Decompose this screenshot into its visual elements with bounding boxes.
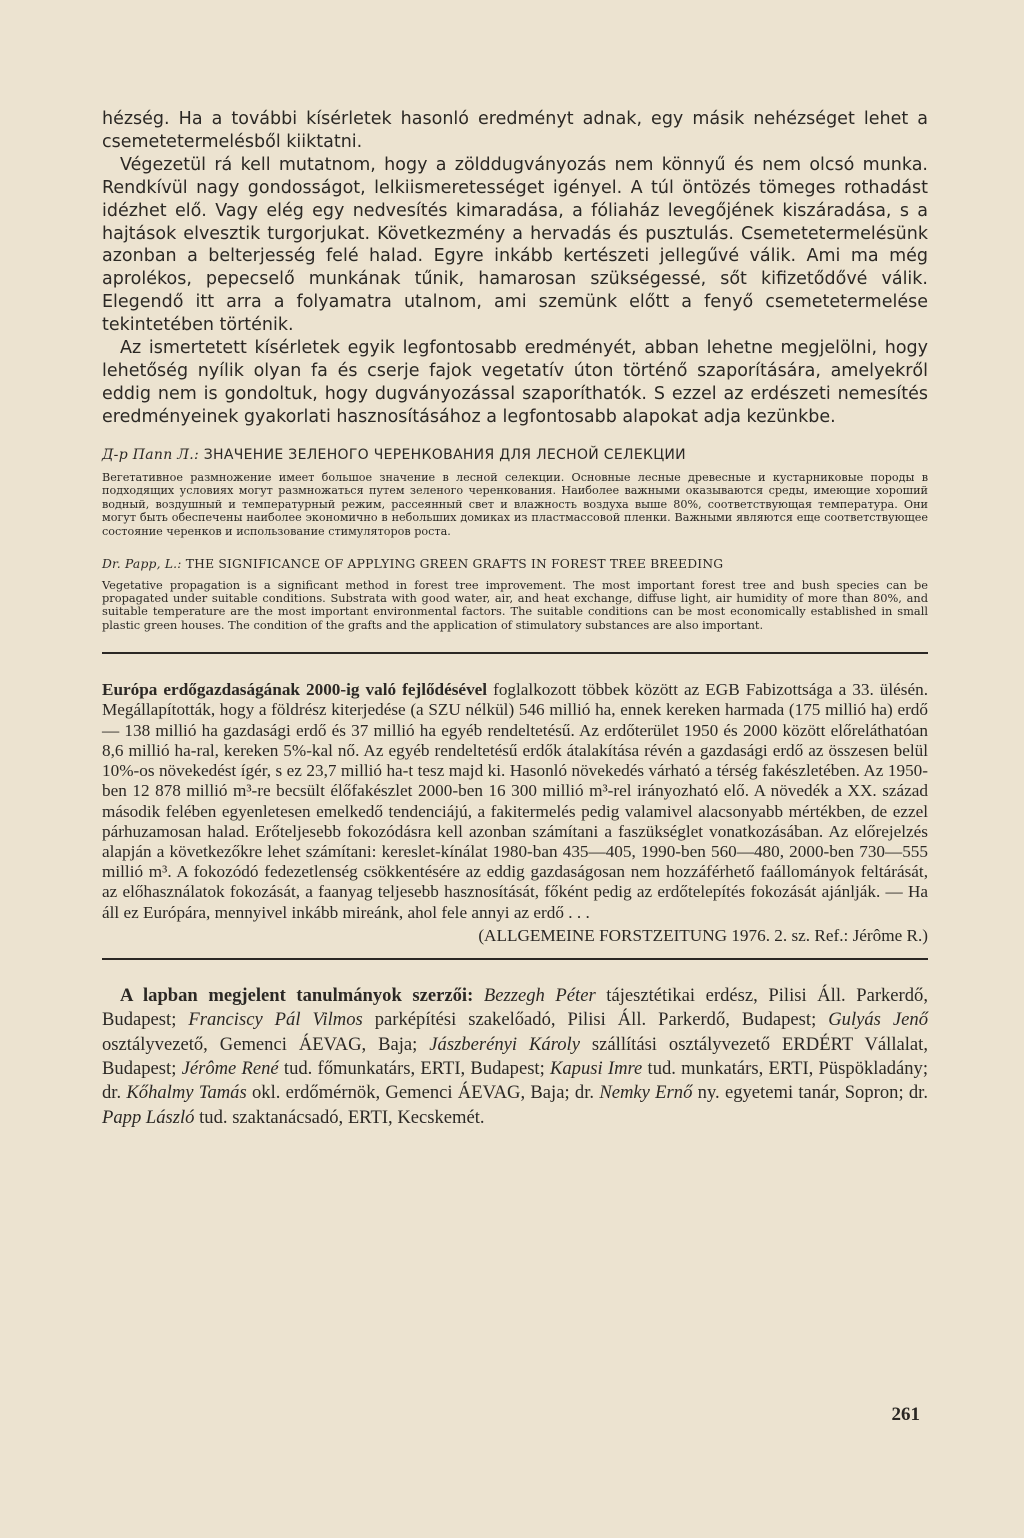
authors-paragraph (102, 984, 928, 1130)
summary-en-author: Dr. Papp, L.: (102, 556, 182, 571)
author-name: Jérôme René (181, 1057, 279, 1079)
author-name: Franciscy Pál Vilmos (188, 1009, 363, 1031)
news-lead: Európa erdőgazdaságának 2000-ig való fejlődésével (102, 680, 488, 700)
summary-en-heading (102, 557, 928, 571)
page-number: 261 (891, 1404, 920, 1425)
article-paragraph-3: Az ismertetett kísérletek egyik legfontosabb eredményét, abban lehetne megjelölni, hogy lehetőség nyílik olyan fa és cserje fajok vegetatív úton történő szaporítására, amelyekről eddig nem is gondoltuk, hogy dugványozással szaporíthatók. S ezzel az erdészeti nemesítés eredményeinek gyakorlati hasznosításához a legfontosabb alapokat adja kezünkbe. (102, 338, 928, 427)
summary-ru-text: Вегетативное размножение имеет большое значение в лесной селекции. Основные лесные древесные и кустарниковые породы в подходящих условиях могут размножаться путем зеленого черенкования. Наиболее важными оказываются среды, имеющие хороший водный, воздушный и температурный режим, рассеянный свет и влажность воздуха выше 80%, соответствующая температура. Они могут быть обеспечены наиболее экономично в небольших домиках из пластмассовой пленки. Важными являются еще соответствующее состояние черенков и использование стимуляторов роста. (102, 470, 928, 539)
summary-ru-heading (102, 447, 928, 463)
author-description: tud. főmunkatárs, ERTI, Budapest; (278, 1057, 550, 1079)
author-description: szállítási osztályvezető ERDÉRT Vállalat, Budapest; (102, 1033, 928, 1079)
author-name: Nemky Ernő (599, 1082, 693, 1104)
author-name: Papp László (102, 1106, 195, 1128)
author-name: Gulyás Jenő (828, 1009, 928, 1031)
author-description: tájesztétikai erdész, Pilisi Áll. Parkerdő, Budapest; (102, 984, 928, 1031)
article-paragraph-1: hézség. Ha a további kísérletek hasonló eredményt adnak, egy másik nehézséget lehet a csemetetermelésből kiiktatni. (102, 109, 928, 152)
author-name: Bezzegh Péter (483, 984, 596, 1006)
divider-line (102, 958, 928, 960)
summary-ru-author: Д-р Папп Л.: (102, 446, 200, 463)
author-description: parképítési szakelőadó, Pilisi Áll. Parkerdő, Budapest; (362, 1009, 829, 1031)
author-description: okl. erdőmérnök, Gemenci ÁEVAG, Baja; dr. (246, 1082, 600, 1104)
news-text: foglalkozott többek között az EGB Fabizottsága a 33. ülésén. Megállapították, hogy a földrész kiterjedése (a SZU nélkül) 546 millió ha, ennek kereken harmada (175 millió ha) erdő — 138 millió ha gazdasági erdő és 37 millió ha egyéb rendeltetésű. Az erdőterület 1950 és 2000 között előreláthatóan 8,6 millió ha-ral, kereken 5%-kal nő. Az egyéb rendeltetésű erdők átalakítása révén a gazdasági erdő az összesen belül 10%-os növekedést ígér, s ez 23,7 millió ha-t tesz majd ki. Hasonló növekedés várható a térség fakészletében. Az 1950-ben 12 878 millió m³-re becsült élőfakészlet 2000-ben 16 300 millió m³-rel irányozható elő. A növedék a XX. század második felében egyenletesen emelkedő tendenciájú, a fakitermelés pedig valamivel alacsonyabb mértékben, de ezzel párhuzamosan halad. Erőteljesebb fokozódásra kell azonban számítani a faszükséglet vonatkozásában. Az előrejelzés alapján a következőkre lehet számítani: kereslet-kínálat 1980-ban 435—405, 1990-ben 560—480, 2000-ben 730—555 millió m³. A fokozódó fedezetlenség csökkentésére az eddig gazdaságosan nem hozzáférhető faállományok feltárását, az előhasználatok fokozását, a faanyag teljesebb hasznosítását, főként pedig az erdőtelepítés fokozását ajánlják. — Ha áll ez Európára, mennyivel inkább mireánk, ahol fele annyi az erdő . . . (102, 680, 928, 922)
author-name: Jászberényi Károly (429, 1033, 580, 1055)
author-description: ny. egyetemi tanár, Sopron; dr. (692, 1082, 928, 1104)
author-name: Kőhalmy Tamás (126, 1082, 247, 1104)
summary-en-title: THE SIGNIFICANCE OF APPLYING GREEN GRAFTS IN FOREST TREE BREEDING (185, 556, 724, 571)
author-description: tud. szaktanácsadó, ERTI, Kecskemét. (194, 1106, 485, 1128)
news-reference: (ALLGEMEINE FORSTZEITUNG 1976. 2. sz. Ref.: Jérôme R.) (478, 925, 928, 945)
article-paragraph-2: Végezetül rá kell mutatnom, hogy a zölddugványozás nem könnyű és nem olcsó munka. Rendkívül nagy gondosságot, lelkiismeretességet igényel. A túl öntözés tömeges rothadást idézhet elő. Vagy elég egy nedvesítés kimaradása, a fóliaház levegőjének kiszáradása, s a hajtások elvesztik turgorjukat. Következmény a hervadás és pusztulás. Csemetetermelésünk azonban a belterjesség felé halad. Egyre inkább kertészeti jellegűvé válik. Ami ma még aprolékos, pepecselő munkának tűnik, hamarosan szükségessé, sőt kifizetődővé válik. Elegendő itt arra a folyamatra utalnom, ami szemünk előtt a fenyő csemetetermelése tekintetében történik. (102, 154, 928, 336)
news-paragraph (102, 680, 928, 922)
page-content (102, 108, 928, 1130)
authors-list (102, 985, 928, 1128)
divider-line (102, 652, 928, 654)
author-description: tud. munkatárs, ERTI, Püspökladány; dr. (102, 1057, 929, 1104)
author-description: osztályvezető, Gemenci ÁEVAG, Baja; (102, 1033, 430, 1055)
summary-en-text: Vegetative propagation is a significant method in forest tree improvement. The most important forest tree and bush species can be propagated under suitable conditions. Substrata with good water, air, and heat exchange, diffuse light, air humidity of more than 80%, and suitable temperature are the most important environmental factors. The suitable conditions can be most economically established in small plastic green houses. The condition of the grafts and the application of stimulatory substances are also important. (102, 577, 928, 632)
authors-lead: A lapban megjelent tanulmányok szerzői: (120, 984, 474, 1006)
summary-ru-title: ЗНАЧЕНИЕ ЗЕЛЕНОГО ЧЕРЕНКОВАНИЯ ДЛЯ ЛЕСНОЙ СЕЛЕКЦИИ (203, 446, 686, 463)
author-name: Kapusi Imre (549, 1057, 643, 1079)
